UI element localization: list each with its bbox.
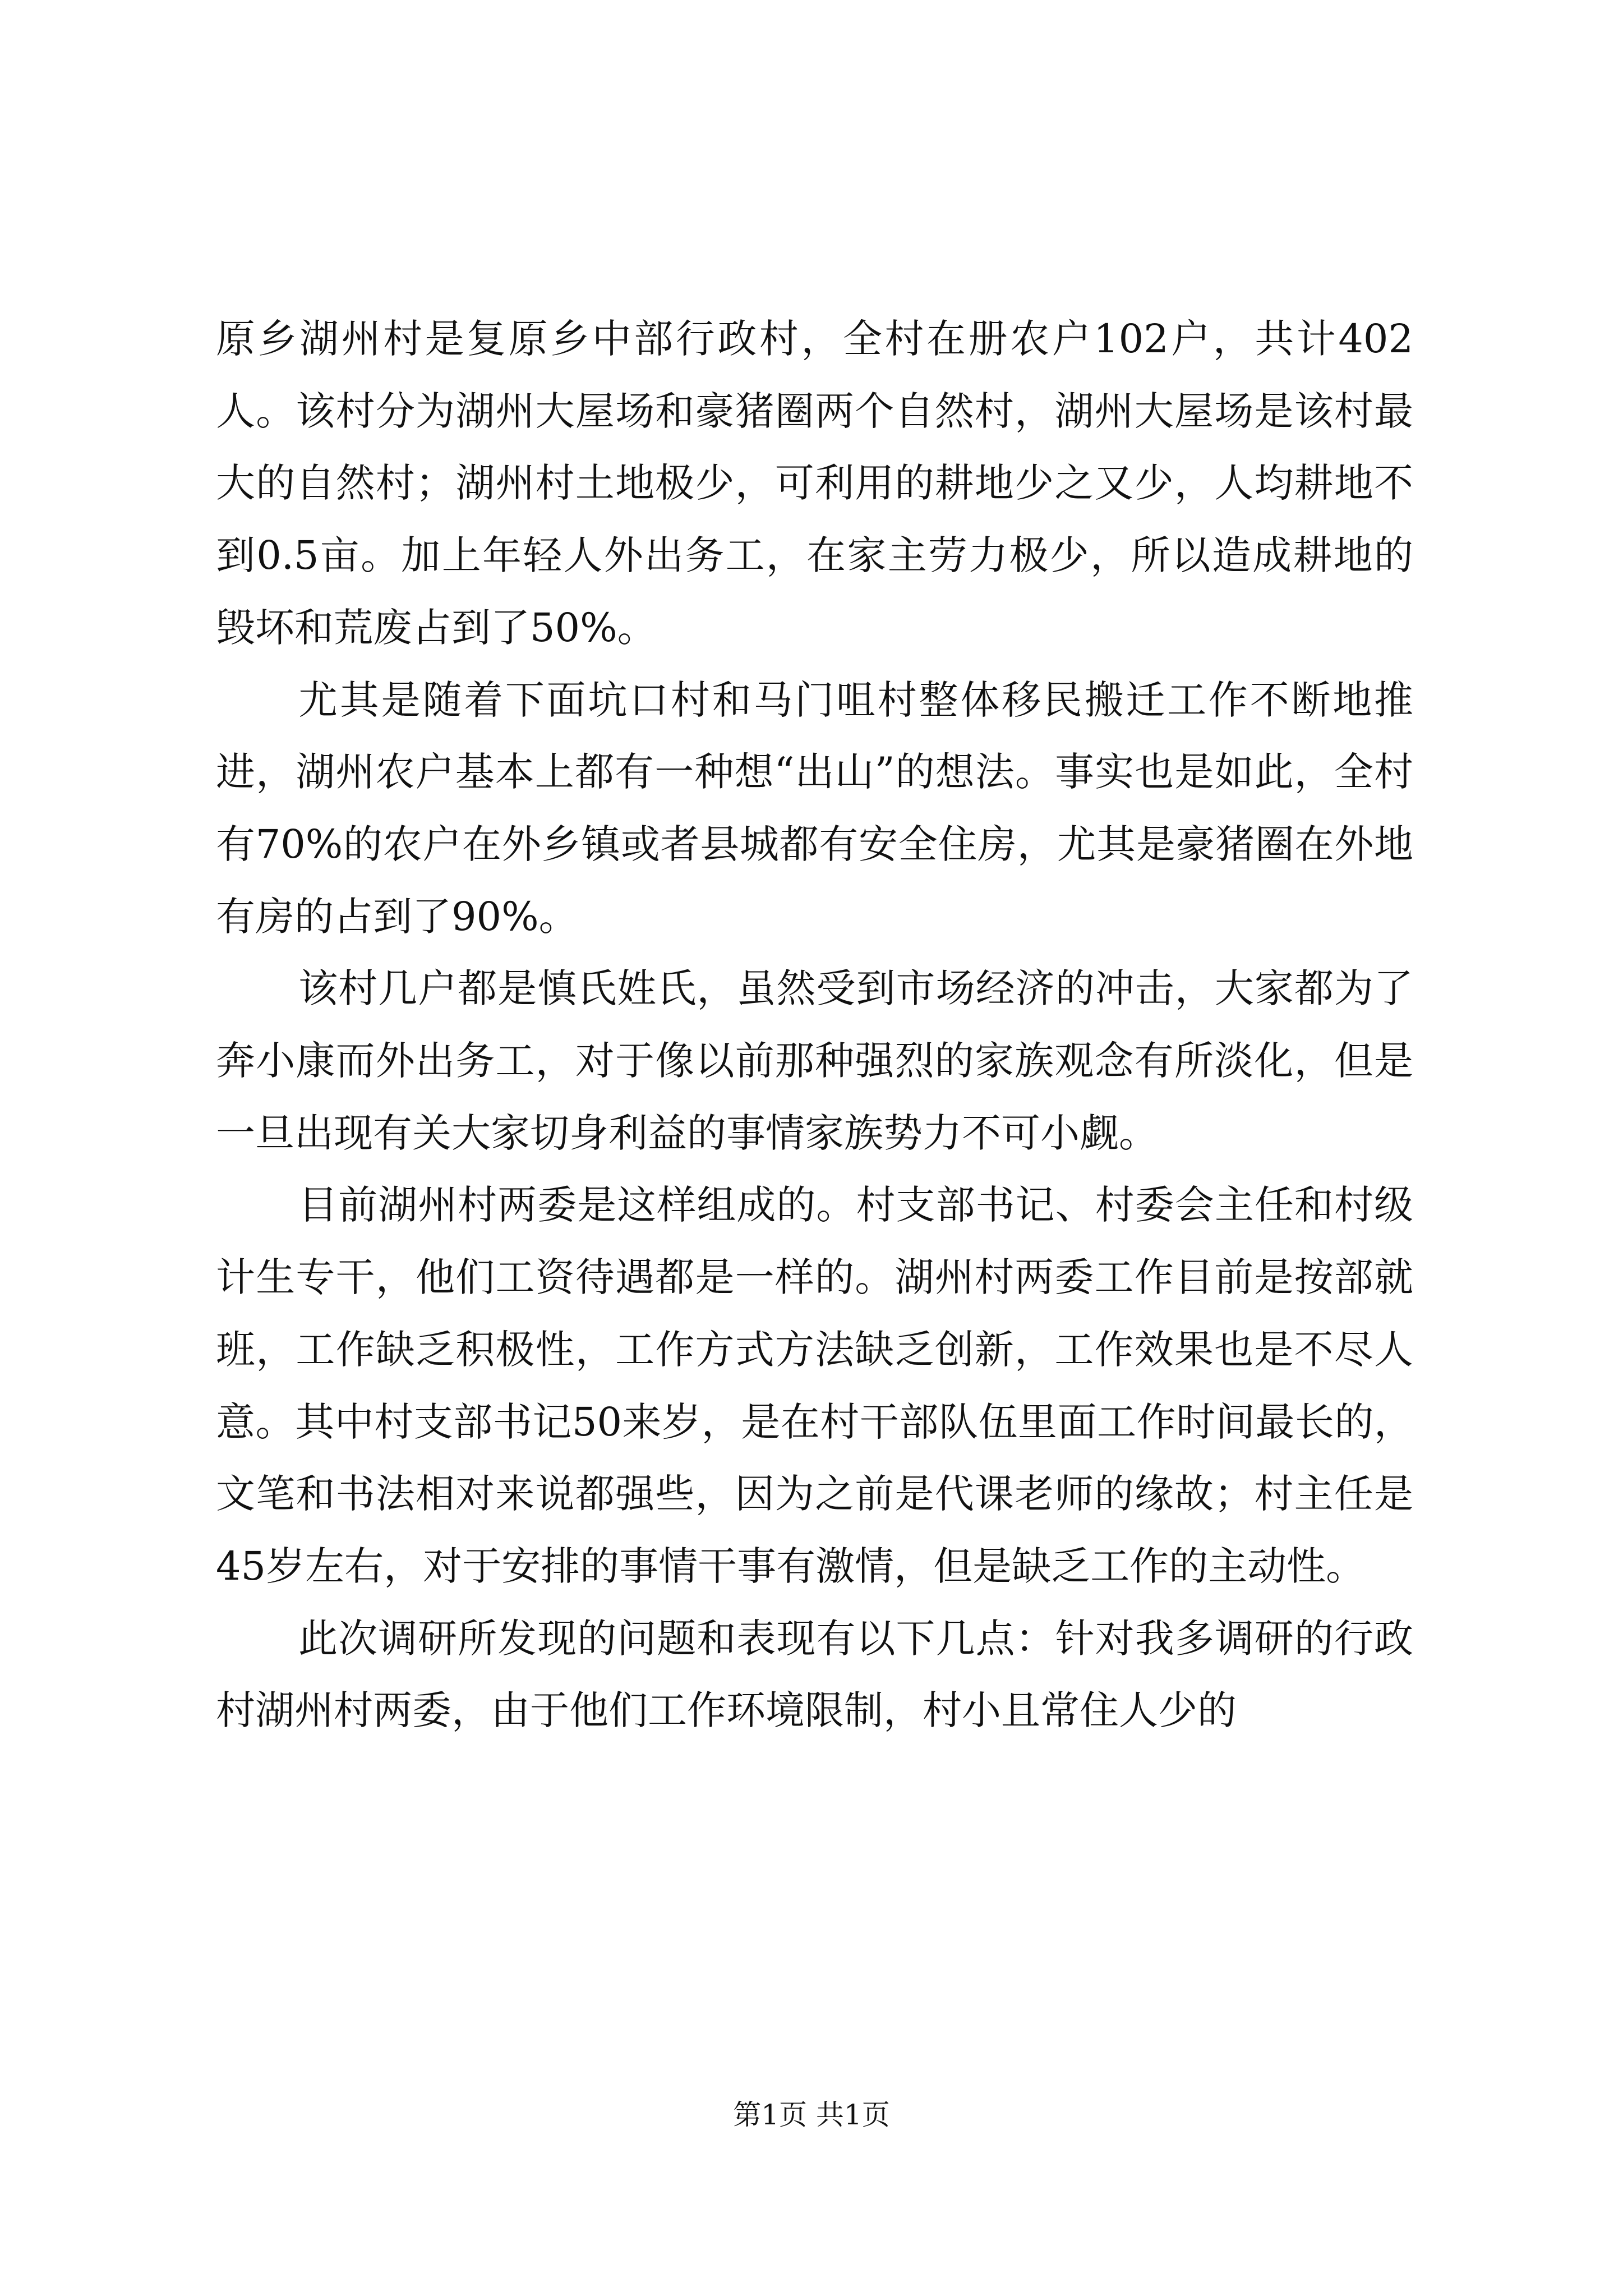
paragraph-village-overview: 原乡湖州村是复原乡中部行政村，全村在册农户102户，共计402人。该村分为湖州大屋场和豪猪圈两个自然村，湖州大屋场是该村最大的自然村；湖州村土地极少，可利用的耕地少之又少，人均耕地不到0.5亩。加上年轻人外出务工，在家主劳力极少，所以造成耕地的毁坏和荒废占到了50%。 <box>216 316 1413 651</box>
paragraph-relocation: 尤其是随着下面坑口村和马门咀村整体移民搬迁工作不断地推进，湖州农户基本上都有一种想“出山”的想法。事实也是如此，全村有70%的农户在外乡镇或者县城都有安全住房，尤其是豪猪圈在外地有房的占到了90%。 <box>216 677 1413 940</box>
paragraph-findings: 此次调研所发现的问题和表现有以下几点：针对我多调研的行政村湖州村两委，由于他们工作环境限制，村小且常住人少的 <box>216 1615 1413 1734</box>
body-text <box>216 303 1413 1747</box>
page-footer: 第1页 共1页 <box>733 2099 890 2131</box>
paragraph-clan: 该村几户都是慎氏姓氏，虽然受到市场经济的冲击，大家都为了奔小康而外出务工，对于像以前那种强烈的家族观念有所淡化，但是一旦出现有关大家切身利益的事情家族势力不可小觑。 <box>216 965 1413 1156</box>
paragraph-village-committee: 目前湖州村两委是这样组成的。村支部书记、村委会主任和村级计生专干，他们工资待遇都是一样的。湖州村两委工作目前是按部就班，工作缺乏积极性，工作方式方法缺乏创新，工作效果也是不尽人意。其中村支部书记50来岁，是在村干部队伍里面工作时间最长的，文笔和书法相对来说都强些，因为之前是代课老师的缘故；村主任是45岁左右，对于安排的事情干事有激情，但是缺乏工作的主动性。 <box>216 1182 1413 1589</box>
